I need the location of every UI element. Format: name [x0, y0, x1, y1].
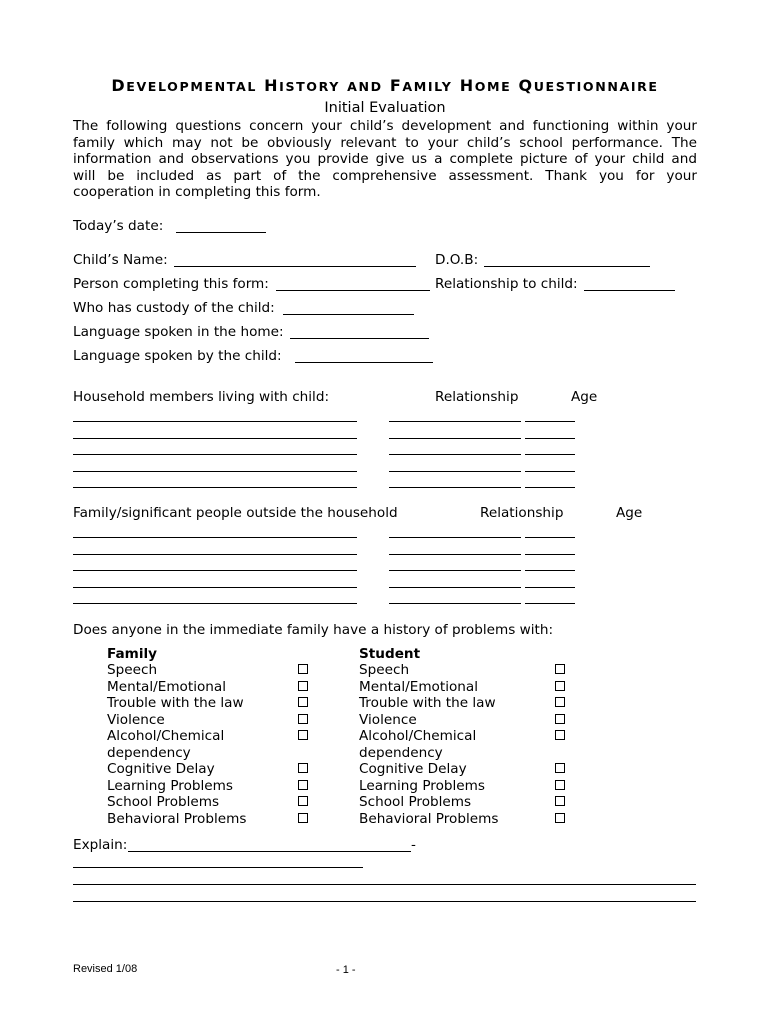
childs-name-label: Child’s Name:: [73, 252, 168, 268]
person-completing-field[interactable]: [276, 290, 430, 291]
outside-name-field[interactable]: [73, 554, 357, 555]
dob-label: D.O.B:: [435, 252, 479, 268]
childs-name-field[interactable]: [174, 266, 416, 267]
student-problem-label: Speech: [359, 662, 410, 678]
todays-date-field[interactable]: [176, 232, 266, 233]
dob-field[interactable]: [484, 266, 650, 267]
language-child-field[interactable]: [295, 362, 433, 363]
household-name-field[interactable]: [73, 471, 357, 472]
student-problem-checkbox[interactable]: [555, 714, 565, 724]
household-name-field[interactable]: [73, 421, 357, 422]
family-problem-label: Mental/Emotional: [107, 678, 227, 695]
student-problem-label: Alcohol/Chemical: [359, 728, 477, 744]
family-problem-label: Trouble with the law: [107, 695, 244, 711]
person-completing-label: Person completing this form:: [73, 276, 269, 292]
family-problem-label: Behavioral Problems: [107, 810, 247, 827]
outside-relationship-field[interactable]: [389, 570, 521, 571]
outside-relationship-field[interactable]: [389, 554, 521, 555]
student-problem-checkbox[interactable]: [555, 763, 565, 773]
outside-relationship-field[interactable]: [389, 537, 521, 538]
family-problem-checkbox[interactable]: [298, 730, 308, 740]
outside-age-field[interactable]: [525, 603, 575, 604]
student-problem-label: Trouble with the law: [359, 695, 496, 711]
household-name-field[interactable]: [73, 454, 357, 455]
intro-line: The following questions concern your child’s development and functioning within your: [73, 118, 697, 134]
household-age-field[interactable]: [525, 438, 575, 439]
outside-label: Family/significant people outside the household: [73, 505, 398, 521]
relationship-to-child-field[interactable]: [584, 290, 675, 291]
title-word: EVELOPMENTAL: [126, 79, 257, 94]
intro-paragraph: [73, 118, 697, 201]
household-name-field[interactable]: [73, 438, 357, 439]
family-problem-checkbox[interactable]: [298, 780, 308, 790]
outside-relationship-field[interactable]: [389, 603, 521, 604]
student-problem-checkbox[interactable]: [555, 681, 565, 691]
household-relationship-field[interactable]: [389, 438, 521, 439]
household-age-field[interactable]: [525, 421, 575, 422]
student-header: Student: [359, 646, 421, 662]
family-header: Family: [107, 646, 158, 662]
household-name-field[interactable]: [73, 487, 357, 488]
outside-relationship-header: Relationship: [480, 505, 564, 521]
student-problem-label: Violence: [359, 711, 417, 728]
outside-name-field[interactable]: [73, 570, 357, 571]
family-problem-checkbox[interactable]: [298, 697, 308, 707]
outside-relationship-field[interactable]: [389, 587, 521, 588]
title-word: ISTORY: [279, 79, 340, 94]
household-label: Household members living with child:: [73, 389, 330, 405]
outside-age-field[interactable]: [525, 554, 575, 555]
household-relationship-field[interactable]: [389, 421, 521, 422]
household-age-field[interactable]: [525, 487, 575, 488]
outside-name-field[interactable]: [73, 587, 357, 588]
family-problem-checkbox[interactable]: [298, 763, 308, 773]
family-problem-checkbox[interactable]: [298, 664, 308, 674]
outside-age-field[interactable]: [525, 570, 575, 571]
household-relationship-field[interactable]: [389, 487, 521, 488]
relationship-to-child-label: Relationship to child:: [435, 276, 578, 292]
form-subtitle: Initial Evaluation: [324, 100, 446, 116]
student-problem-label: dependency: [359, 744, 443, 761]
custody-field[interactable]: [283, 314, 414, 315]
student-problem-checkbox[interactable]: [555, 780, 565, 790]
student-problem-label: Behavioral Problems: [359, 810, 499, 827]
page-number: - 1 -: [336, 964, 356, 976]
student-problem-label: Learning Problems: [359, 777, 485, 794]
title-initial: H: [264, 76, 280, 95]
intro-line: will be included as part of the comprehensive assessment. Thank you for your: [73, 167, 697, 184]
student-problem-label: School Problems: [359, 794, 472, 810]
household-relationship-field[interactable]: [389, 454, 521, 455]
family-problem-label: Violence: [107, 711, 165, 728]
household-relationship-header: Relationship: [435, 389, 519, 405]
family-problem-label: Cognitive Delay: [107, 761, 215, 777]
language-home-field[interactable]: [290, 338, 429, 339]
student-problem-checkbox[interactable]: [555, 664, 565, 674]
outside-name-field[interactable]: [73, 603, 357, 604]
student-problem-checkbox[interactable]: [555, 730, 565, 740]
explain-dash: -: [411, 837, 416, 853]
form-title: [73, 76, 697, 95]
explain-line[interactable]: [73, 901, 696, 902]
title-word: OME: [474, 79, 512, 94]
household-age-field[interactable]: [525, 454, 575, 455]
family-problem-checkbox[interactable]: [298, 813, 308, 823]
revised-note: Revised 1/08: [73, 963, 138, 975]
student-problem-checkbox[interactable]: [555, 813, 565, 823]
intro-line: cooperation in completing this form.: [73, 184, 321, 201]
family-problem-label: Speech: [107, 662, 158, 678]
outside-age-field[interactable]: [525, 587, 575, 588]
todays-date-label: Today’s date:: [73, 218, 164, 234]
custody-label: Who has custody of the child:: [73, 300, 275, 316]
outside-name-field[interactable]: [73, 537, 357, 538]
title-word: UESTIONNAIRE: [533, 79, 659, 94]
explain-line[interactable]: [73, 867, 363, 868]
history-question: Does anyone in the immediate family have a history of problems with:: [73, 622, 554, 638]
household-relationship-field[interactable]: [389, 471, 521, 472]
household-age-header: Age: [571, 389, 598, 405]
household-age-field[interactable]: [525, 471, 575, 472]
intro-line: information and observations you provide give us a complete picture of your child and: [73, 151, 697, 168]
outside-age-field[interactable]: [525, 537, 575, 538]
student-problem-label: Cognitive Delay: [359, 761, 467, 777]
language-home-label: Language spoken in the home:: [73, 324, 284, 340]
language-child-label: Language spoken by the child:: [73, 348, 282, 364]
explain-field[interactable]: [128, 851, 411, 852]
title-word: AMILY: [402, 79, 453, 94]
family-problem-label: Alcohol/Chemical: [107, 728, 225, 744]
outside-age-header: Age: [616, 505, 643, 521]
intro-line: family which may not be obviously relevant to your child’s school performance. The: [73, 134, 697, 151]
family-problem-label: School Problems: [107, 794, 220, 810]
family-problem-label: Learning Problems: [107, 777, 233, 794]
family-problem-label: dependency: [107, 744, 191, 761]
title-initial: Q: [518, 76, 534, 95]
family-problem-checkbox[interactable]: [298, 796, 308, 806]
title-initial: D: [111, 76, 127, 95]
title-initial: F: [389, 76, 403, 95]
family-problem-checkbox[interactable]: [298, 681, 308, 691]
explain-label: Explain:: [73, 837, 128, 853]
title-word: AND: [347, 79, 383, 94]
student-problem-checkbox[interactable]: [555, 796, 565, 806]
explain-line[interactable]: [73, 884, 696, 885]
student-problem-checkbox[interactable]: [555, 697, 565, 707]
student-problem-label: Mental/Emotional: [359, 678, 479, 695]
title-initial: H: [459, 76, 475, 95]
family-problem-checkbox[interactable]: [298, 714, 308, 724]
